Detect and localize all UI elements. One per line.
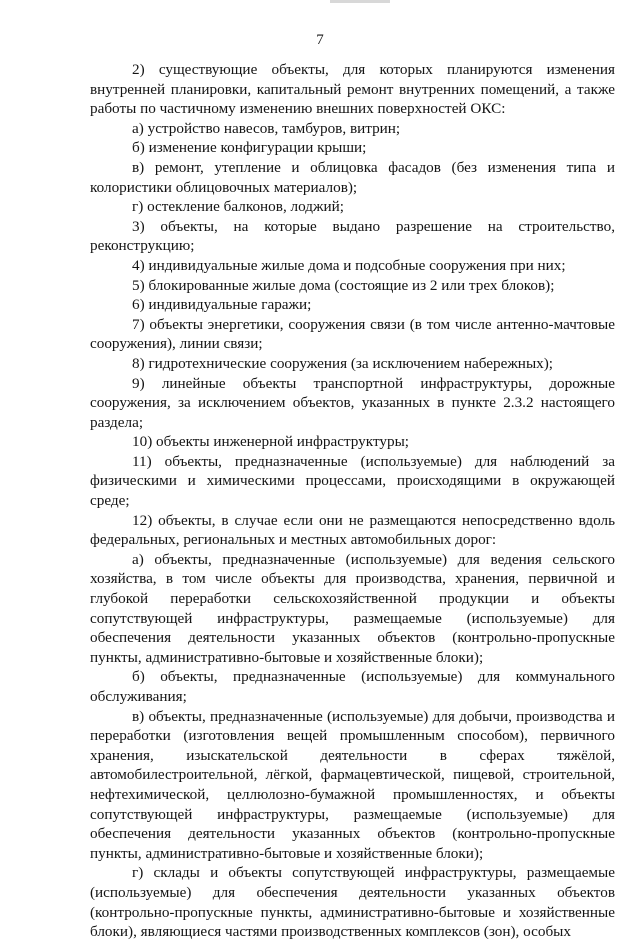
paragraph-sub-b: б) изменение конфигурации крыши; [132,139,367,157]
paragraph-sub-a: а) устройство навесов, тамбуров, витрин; [132,119,401,137]
paragraph-item-5: 5) блокированные жилые дома (состоящие из 2 или трех блоков); [132,276,555,294]
paragraph-item-12-v: в) объекты, предназначенные (используемые) для добычи, производства и переработки (изготовления вещей промышленным способом), первичного хранения, изыскательской деятельности в сферах тяжёлой, автомобилестроительной, лёгкой, фармацевтической, пищевой, строительной, нефтехимической, целлюлозно-бумажной промышленностях, и объекты сопутствующей инфраструктуры, размещаемые (используемые) для обеспечения деятельности указанных объектов (контрольно-пропускные пункты, административно-бытовые и хозяйственные блоки); [90,707,615,862]
paragraph-item-12-g: г) склады и объекты сопутствующей инфраструктуры, размещаемые (используемые) для обеспечения деятельности указанных объектов (контрольно-пропускные пункты, административно-бытовые и хозяйственные блоки), являющиеся частями производственных комплексов (зон), особых [90,864,615,941]
paragraph-sub-v: в) ремонт, утепление и облицовка фасадов (без изменения типа и колористики облицовочных материалов); [90,158,615,196]
page-number: 7 [316,32,324,48]
paragraph-sub-g: г) остекление балконов, лоджий; [132,198,344,216]
paragraph-item-3: 3) объекты, на которые выдано разрешение на строительство, реконструкцию; [90,217,615,255]
document-body [90,60,615,942]
paragraph-item-12-a: а) объекты, предназначенные (используемые) для ведения сельского хозяйства, в том числе объекты для производства, хранения, первичной и глубокой переработки сельскохозяйственной продукции и объекты сопутствующей инфраструктуры, размещаемые (используемые) для обеспечения деятельности указанных объектов (контрольно-пропускные пункты, административно-бытовые и хозяйственные блоки); [90,550,615,666]
paragraph-item-4: 4) индивидуальные жилые дома и подсобные сооружения при них; [132,256,566,274]
paragraph-item-7: 7) объекты энергетики, сооружения связи (в том числе антенно-мачтовые сооружения), линии связи; [90,315,615,353]
paragraph-item-9: 9) линейные объекты транспортной инфраструктуры, дорожные сооружения, за исключением объектов, указанных в пункте 2.3.2 настоящего раздела; [90,374,615,431]
paragraph-item-2: 2) существующие объекты, для которых планируются изменения внутренней планировки, капитальный ремонт внутренних помещений, а также работы по частичному изменению внешних поверхностей ОКС: [90,61,615,118]
paragraph-item-10: 10) объекты инженерной инфраструктуры; [132,433,410,451]
scan-artifact [330,0,390,3]
paragraph-item-11: 11) объекты, предназначенные (используемые) для наблюдений за физическими и химическими процессами, происходящими в окружающей среде; [90,452,615,510]
paragraph-item-8: 8) гидротехнические сооружения (за исключением набережных); [132,354,554,372]
paragraph-item-12-b: б) объекты, предназначенные (используемые) для коммунального обслуживания; [90,668,615,705]
paragraph-item-6: 6) индивидуальные гаражи; [132,296,312,314]
paragraph-item-12: 12) объекты, в случае если они не размещаются непосредственно вдоль федеральных, региональных и местных автомобильных дорог: [90,511,615,549]
